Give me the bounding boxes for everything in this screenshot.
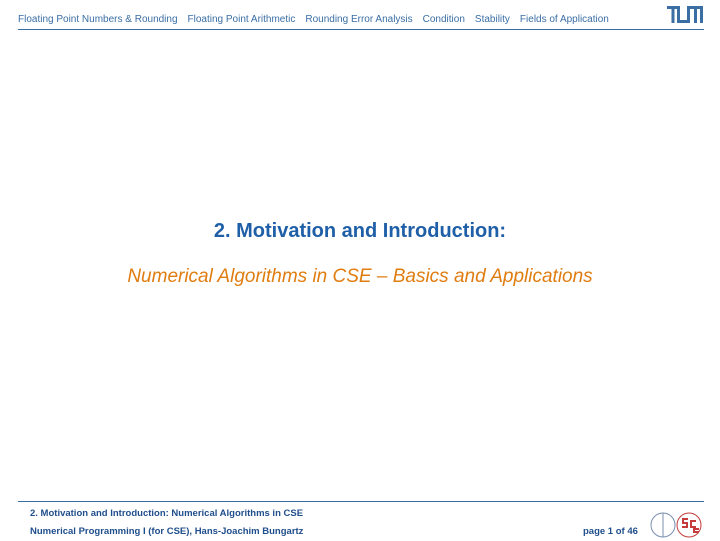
nav-item-condition[interactable]: Condition (422, 14, 465, 25)
footer-section-title: 2. Motivation and Introduction: Numerical Algorithms in CSE (30, 508, 304, 519)
nav-item-floating-point-arithmetic[interactable]: Floating Point Arithmetic (187, 14, 296, 25)
slide-subtitle: Numerical Algorithms in CSE – Basics and Applications (127, 266, 593, 287)
page-number: page 1 of 46 (583, 526, 638, 537)
nav-item-rounding-error-analysis[interactable]: Rounding Error Analysis (305, 14, 413, 25)
top-navigation (0, 0, 720, 30)
nav-item-fields-of-application[interactable]: Fields of Application (519, 14, 609, 25)
slide-title: 2. Motivation and Introduction: (213, 220, 507, 242)
footer-divider (18, 501, 704, 502)
nav-items (18, 14, 609, 25)
header-divider (18, 29, 704, 30)
nav-item-floating-point-numbers[interactable]: Floating Point Numbers & Rounding (18, 14, 178, 25)
nav-item-stability[interactable]: Stability (474, 14, 510, 25)
scs-logo-icon (648, 510, 704, 540)
footer-course-info: Numerical Programming I (for CSE), Hans-Joachim Bungartz (30, 526, 304, 537)
tum-logo-icon (667, 6, 703, 23)
